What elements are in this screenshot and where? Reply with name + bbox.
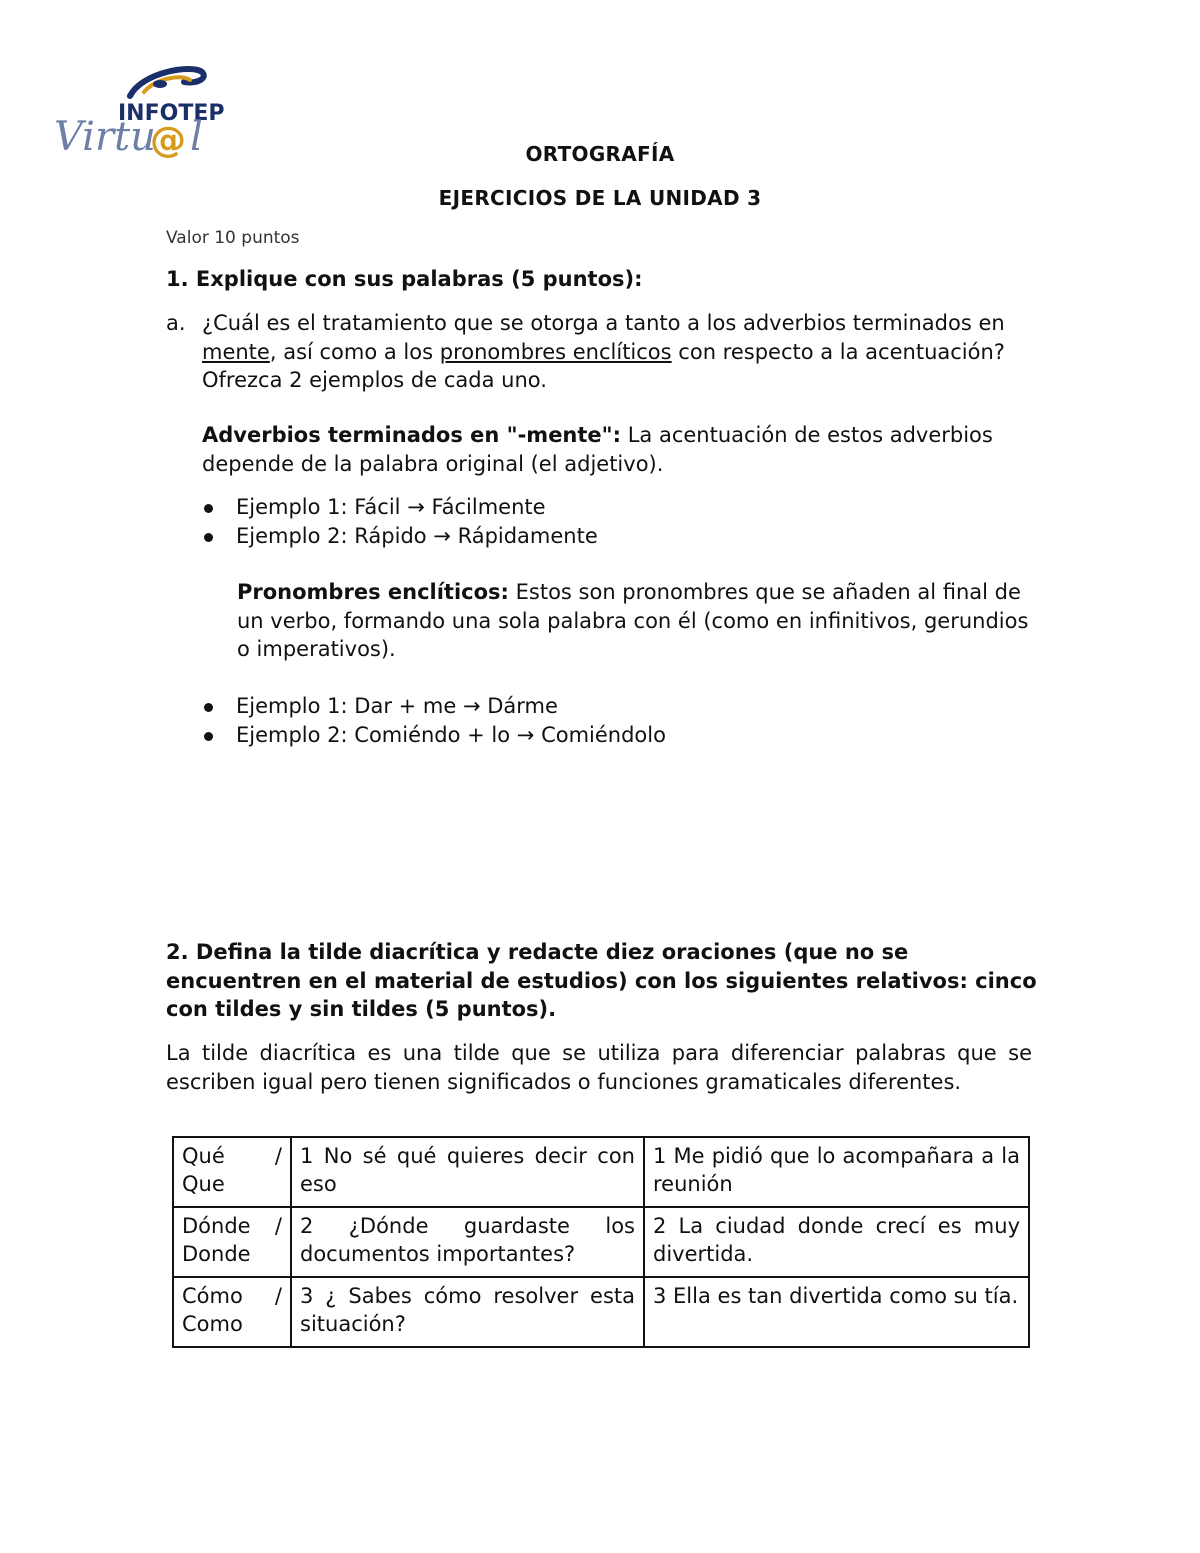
pair-left: Cómo [182, 1284, 243, 1308]
pronombres-label: Pronombres enclíticos: [237, 580, 509, 604]
list-item [202, 692, 666, 721]
adverbios-text: La acentuación de estos adverbios depende de la palabra original (el adjetivo). [202, 423, 993, 476]
example-text: Ejemplo 2: Comiéndo + lo → Comiéndolo [236, 722, 666, 747]
example-text: Ejemplo 1: Dar + me → Dárme [236, 694, 558, 718]
pair-cell [173, 1137, 291, 1207]
pronombres-text: Estos son pronombres que se añaden al final de un verbo, formando una sola palabra con él (como en infinitivos, gerundios o imperativos). [237, 580, 1029, 661]
list-item [202, 522, 598, 551]
question-1a [166, 309, 1036, 395]
document-subtitle: EJERCICIOS DE LA UNIDAD 3 [438, 186, 762, 210]
document-title: ORTOGRAFÍA [525, 142, 675, 166]
example-text: Ejemplo 1: Fácil → Fácilmente [236, 495, 546, 519]
adverbios-answer [202, 421, 1042, 478]
list-item [202, 493, 598, 522]
q1a-underline-mente: mente [202, 339, 270, 364]
bullet-icon [204, 732, 213, 741]
bullet-icon [204, 703, 213, 712]
q1a-underline-pronombres: pronombres enclíticos [439, 339, 672, 364]
without-tilde-cell: 2 La ciudad donde crecí es muy divertida. [644, 1207, 1029, 1277]
table-row [173, 1277, 1029, 1347]
pair-left: Dónde [182, 1214, 251, 1238]
pair-cell [173, 1277, 291, 1347]
pair-right: Donde [182, 1242, 251, 1266]
item-marker: a. [166, 311, 186, 335]
svg-text:INFOTEP: INFOTEP [118, 101, 225, 126]
pair-separator: / [274, 1144, 282, 1168]
bullet-icon [204, 504, 213, 513]
q1a-text-2: , así como a los [269, 339, 434, 364]
pair-right: Que [182, 1172, 225, 1196]
without-tilde-cell: 1 Me pidió que lo acompañara a la reunión [644, 1137, 1029, 1207]
with-tilde-cell: 1 No sé qué quieres decir con eso [291, 1137, 644, 1207]
pair-separator: / [274, 1214, 282, 1238]
bullet-icon [204, 533, 213, 542]
pronombres-examples [202, 692, 666, 749]
pair-cell [173, 1207, 291, 1277]
svg-text:Virtu: Virtu [54, 114, 156, 158]
table-row [173, 1137, 1029, 1207]
adverbios-label: Adverbios terminados en "-mente": [202, 423, 622, 447]
example-text: Ejemplo 2: Rápido → Rápidamente [236, 523, 598, 548]
table-row [173, 1207, 1029, 1277]
pair-right: Como [182, 1312, 243, 1336]
svg-text:l: l [190, 114, 203, 158]
pronombres-answer [237, 578, 1037, 664]
question-2-heading: 2. Defina la tilde diacrítica y redacte diez oraciones (que no se encuentren en el material de estudios) con los siguientes relativos: cinco con tildes y sin tildes (5 puntos). [166, 940, 1037, 1021]
adverbios-examples [202, 493, 598, 550]
relativos-table [172, 1136, 1030, 1348]
pair-separator: / [274, 1284, 282, 1308]
without-tilde-cell: 3 Ella es tan divertida como su tía. [644, 1277, 1029, 1347]
with-tilde-cell: 3 ¿ Sabes cómo resolver esta situación? [291, 1277, 644, 1347]
question-1-heading: 1. Explique con sus palabras (5 puntos): [166, 267, 643, 291]
q1a-text-1: ¿Cuál es el tratamiento que se otorga a tanto a los adverbios terminados en [202, 311, 1005, 335]
question-1a-text [202, 309, 1036, 395]
q1a-text-3: con respecto a la acentuación? Ofrezca 2 ejemplos de cada uno. [202, 339, 1005, 392]
tilde-diacritica-definition: La tilde diacrítica es una tilde que se utiliza para diferenciar palabras que se escriben igual pero tienen significados o funciones gramaticales diferentes. [166, 1041, 1032, 1094]
valor-puntos: Valor 10 puntos [166, 228, 300, 248]
list-item [202, 721, 666, 750]
pair-left: Qué [182, 1144, 225, 1168]
with-tilde-cell: 2 ¿Dónde guardaste los documentos importantes? [291, 1207, 644, 1277]
svg-text:@: @ [150, 120, 186, 158]
